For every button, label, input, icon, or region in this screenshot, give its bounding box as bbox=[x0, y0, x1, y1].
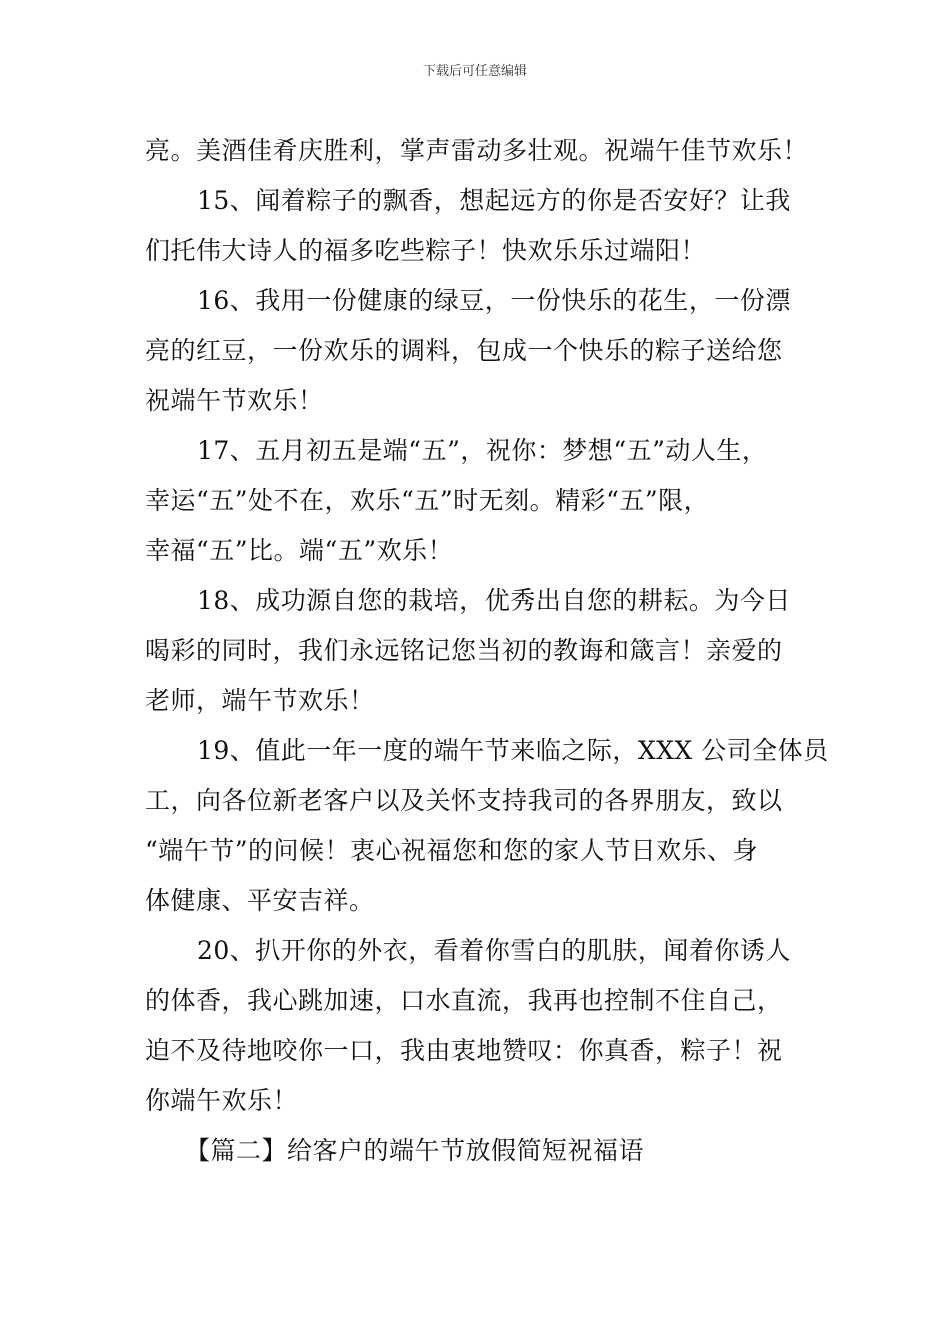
text-line: 体健康、平安吉祥。 bbox=[145, 886, 375, 915]
text-line: 幸运“五”处不在，欢乐“五”时无刻。精彩“五”限， bbox=[145, 486, 710, 515]
text-line: 你端午欢乐！ bbox=[145, 1086, 299, 1115]
text-line: 亮的红豆，一份欢乐的调料，包成一个快乐的粽子送给您 bbox=[145, 336, 783, 365]
text-line: 老师，端午节欢乐！ bbox=[145, 686, 375, 715]
text-line: 亮。美酒佳肴庆胜利，掌声雷动多壮观。祝端午佳节欢乐！ bbox=[145, 136, 809, 165]
section-heading: 【篇二】给客户的端午节放假简短祝福语 bbox=[185, 1136, 645, 1165]
document-body bbox=[145, 126, 829, 1176]
text-line: 喝彩的同时，我们永远铭记您当初的教诲和箴言！亲爱的 bbox=[145, 636, 783, 665]
page-header: 下载后可任意编辑 bbox=[422, 64, 527, 79]
text-line: 17、五月初五是端“五”，祝你：梦想“五”动人生， bbox=[197, 436, 768, 465]
text-line: “端午节”的问候！衷心祝福您和您的家人节日欢乐、身 bbox=[145, 836, 759, 865]
text-line: 幸福“五”比。端“五”欢乐！ bbox=[145, 536, 454, 565]
text-line: 祝端午节欢乐！ bbox=[145, 386, 324, 415]
text-line: 迫不及待地咬你一口，我由衷地赞叹：你真香，粽子！祝 bbox=[145, 1036, 783, 1065]
text-line: 15、闻着粽子的飘香，想起远方的你是否安好？让我 bbox=[197, 186, 791, 215]
text-line: 19、值此一年一度的端午节来临之际，XXX 公司全体员 bbox=[197, 736, 829, 765]
text-line: 16、我用一份健康的绿豆，一份快乐的花生，一份漂 bbox=[197, 286, 791, 315]
text-line: 工，向各位新老客户以及关怀支持我司的各界朋友，致以 bbox=[145, 786, 783, 815]
text-line: 的体香，我心跳加速，口水直流，我再也控制不住自己， bbox=[145, 986, 783, 1015]
text-line: 18、成功源自您的栽培，优秀出自您的耕耘。为今日 bbox=[197, 586, 791, 615]
text-line: 们托伟大诗人的福多吃些粽子！快欢乐乐过端阳！ bbox=[145, 236, 707, 265]
text-line: 20、扒开你的外衣，看着你雪白的肌肤，闻着你诱人 bbox=[197, 936, 791, 965]
